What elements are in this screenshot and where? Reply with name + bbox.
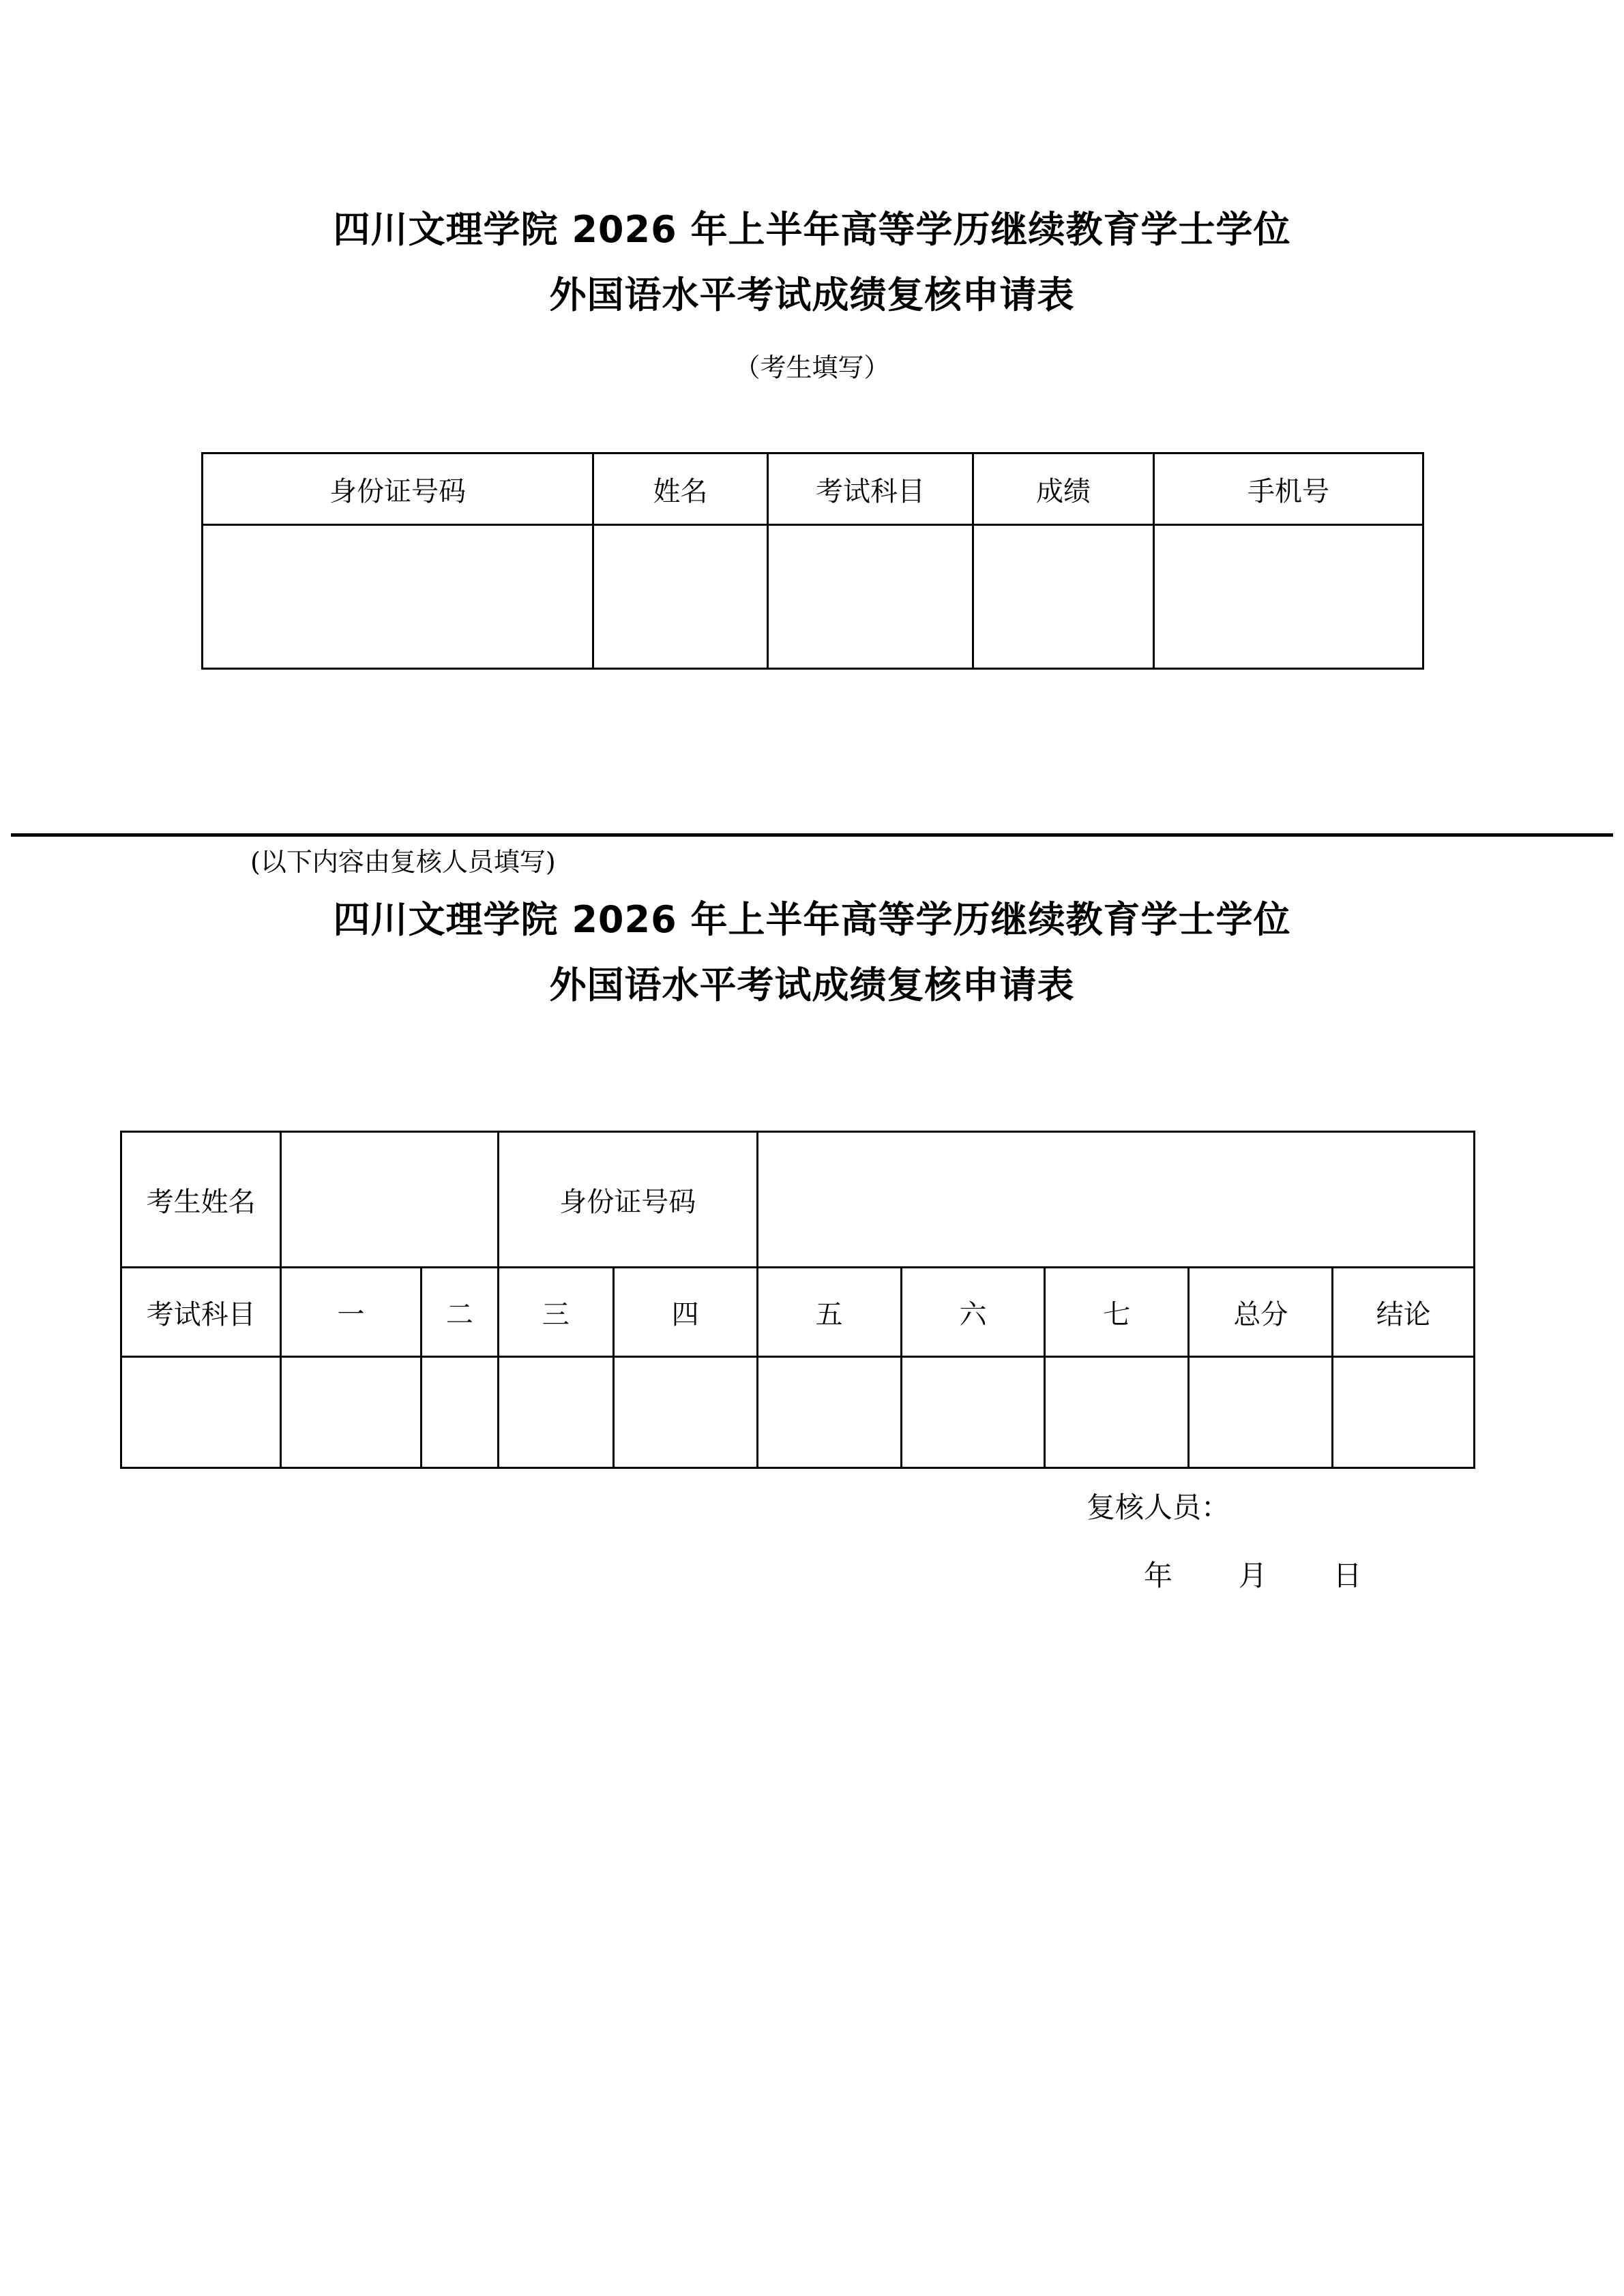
label-cell-candidate-name: 考生姓名 xyxy=(121,1132,281,1268)
review-results-table xyxy=(120,1131,1475,1469)
input-cell-candidate-name[interactable] xyxy=(281,1132,499,1268)
title-line-2: 外国语水平考试成绩复核申请表 xyxy=(549,273,1075,316)
header-cell-subject-5: 五 xyxy=(757,1268,901,1357)
date-day-label: 日 xyxy=(1333,1559,1362,1592)
header-cell-score: 成绩 xyxy=(973,453,1154,525)
header-cell-subject-1: 一 xyxy=(281,1268,421,1357)
page-title-primary xyxy=(0,208,1624,316)
input-cell-score-7[interactable] xyxy=(1045,1357,1189,1468)
applicant-info-table xyxy=(201,452,1424,670)
date-month-label: 月 xyxy=(1238,1559,1267,1592)
title-line-1: 四川文理学院 2026 年上半年高等学历继续教育学士学位 xyxy=(333,898,1291,941)
signature-block xyxy=(1087,1493,1361,1590)
header-cell-subject-4: 四 xyxy=(613,1268,757,1357)
candidate-fill-note: （考生填写） xyxy=(734,353,890,383)
table-row xyxy=(203,453,1423,525)
section-divider xyxy=(11,833,1613,837)
header-cell-subject-2: 二 xyxy=(421,1268,498,1357)
header-cell-subject-3: 三 xyxy=(498,1268,613,1357)
page-title-secondary xyxy=(0,898,1624,1007)
input-cell-score-5[interactable] xyxy=(757,1357,901,1468)
table-row xyxy=(121,1132,1475,1268)
label-cell-exam-subject: 考试科目 xyxy=(121,1268,281,1357)
input-cell-id-number[interactable] xyxy=(757,1132,1474,1268)
title-line-1: 四川文理学院 2026 年上半年高等学历继续教育学士学位 xyxy=(333,208,1291,251)
input-cell-subject-label[interactable] xyxy=(121,1357,281,1468)
header-cell-conclusion: 结论 xyxy=(1333,1268,1475,1357)
input-cell-id-number[interactable] xyxy=(203,525,593,669)
label-cell-id-number: 身份证号码 xyxy=(498,1132,757,1268)
signature-date-line xyxy=(1144,1559,1362,1592)
reviewer-signature-label: 复核人员： xyxy=(1087,1491,1230,1524)
header-cell-phone: 手机号 xyxy=(1154,453,1423,525)
header-cell-exam-subject: 考试科目 xyxy=(768,453,973,525)
input-cell-name[interactable] xyxy=(593,525,768,669)
table-row xyxy=(121,1357,1475,1468)
reviewer-fill-note: (以下内容由复核人员填写) xyxy=(250,847,556,877)
input-cell-exam-subject[interactable] xyxy=(768,525,973,669)
table-row xyxy=(121,1268,1475,1357)
input-cell-total[interactable] xyxy=(1189,1357,1333,1468)
input-cell-score-4[interactable] xyxy=(613,1357,757,1468)
input-cell-phone[interactable] xyxy=(1154,525,1423,669)
title-line-2: 外国语水平考试成绩复核申请表 xyxy=(549,964,1075,1007)
input-cell-score-2[interactable] xyxy=(421,1357,498,1468)
header-cell-subject-7: 七 xyxy=(1045,1268,1189,1357)
header-cell-name: 姓名 xyxy=(593,453,768,525)
header-cell-total: 总分 xyxy=(1189,1268,1333,1357)
table-row xyxy=(203,525,1423,669)
input-cell-conclusion[interactable] xyxy=(1333,1357,1475,1468)
input-cell-score-6[interactable] xyxy=(901,1357,1045,1468)
header-cell-id-number: 身份证号码 xyxy=(203,453,593,525)
header-cell-subject-6: 六 xyxy=(901,1268,1045,1357)
input-cell-score-3[interactable] xyxy=(498,1357,613,1468)
input-cell-score-1[interactable] xyxy=(281,1357,421,1468)
date-year-label: 年 xyxy=(1144,1559,1173,1592)
input-cell-score[interactable] xyxy=(973,525,1154,669)
